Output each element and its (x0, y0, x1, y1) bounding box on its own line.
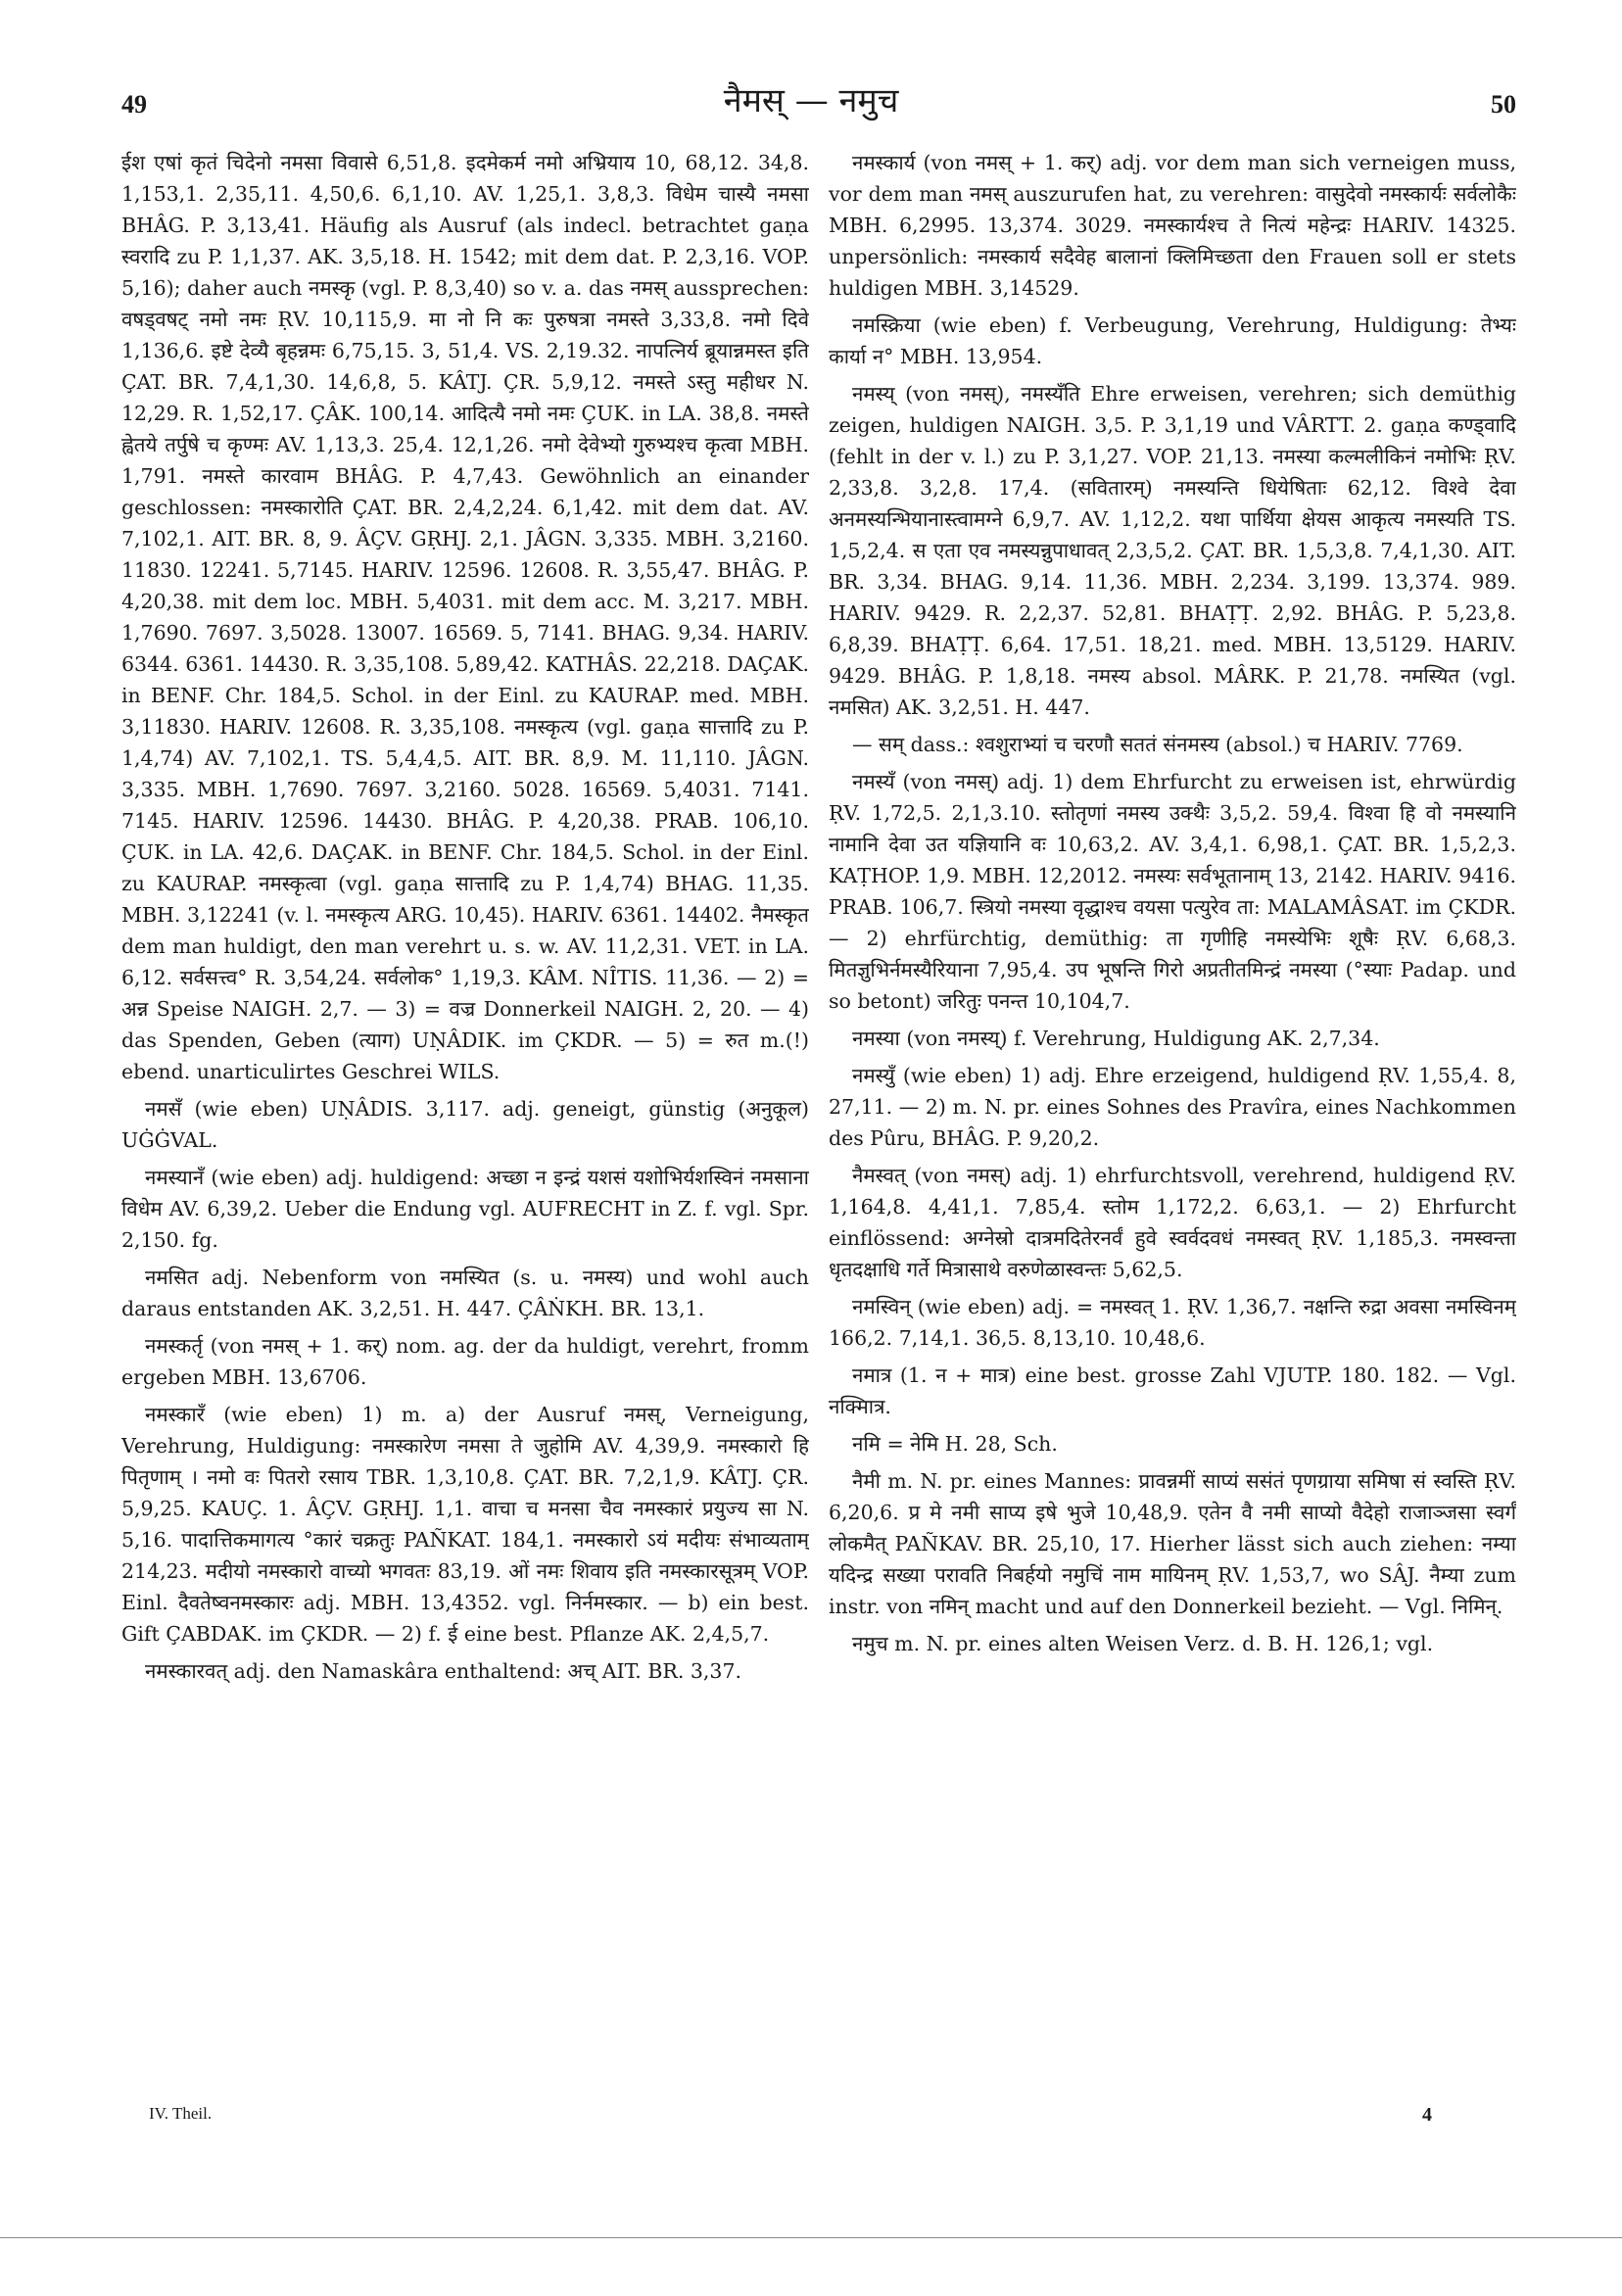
dictionary-entry: नमस्विन् (wie eben) adj. = नमस्वत् 1. ṚV. 1,36,7. नक्षन्ति रुद्रा अवसा नमस्विनम् 166,2. 7,14,1. 36,5. 8,13,10. 10,48,6. (829, 1295, 1516, 1350)
dictionary-entry: नमि = नेमि H. 28, Sch. (852, 1432, 1058, 1456)
dictionary-entry: नैमी m. N. pr. eines Mannes: प्रावन्नमीं साप्यं ससंतं पृणग्राया समिषा सं स्वस्ति ṚV. 6,20,6. प्र मे नमी साप्य इषे भुजे 10,48,9. एतेन वै नमी साप्यो वैदेहो राजाञ्जसा स्वर्गं लोकमैत् PAÑKAV. BR. 25,10, 17. Hierher lässt sich auch ziehen: नम्या यदिन्द्र सख्या परावति निबर्हयो नमुचिं नाम मायिनम् ṚV. 1,53,7, wo SÂJ. नैम्या zum instr. von नमिन् macht und auf den Donnerkeil bezieht. — Vgl. निमिन्. (829, 1469, 1516, 1618)
left-column (121, 147, 809, 2106)
dictionary-entry: नमस्कारँ (wie eben) 1) m. a) der Ausruf नमस्, Verneigung, Verehrung, Huldigung: नमस्कारेण नमसा ते जुहोमि AV. 4,39,9. नमस्कारो हि पितृणाम् । नमो वः पितरो रसाय TBR. 1,3,10,8. ÇAT. BR. 7,2,1,9. KÂTJ. ÇR. 5,9,25. KAUÇ. 1. ÂÇV. GṚHJ. 1,1. वाचा च मनसा चैव नमस्कारं प्रयुज्य सा N. 5,16. पादात्तिकमागत्य °कारं चक्रतुः PAÑKAT. 184,1. नमस्कारो ऽयं मदीयः संभाव्यताम् 214,23. मदीयो नमस्कारो वाच्यो भगवतः 83,19. ओं नमः शिवाय इति नमस्कारसूत्रम् VOP. Einl. दैवतेष्वनमस्कारः adj. MBH. 13,4352. vgl. निर्नमस्कार. — b) ein best. Gift ÇABDAK. im ÇKDR. — 2) f. ई eine best. Pflanze AK. 2,4,5,7. (121, 1403, 809, 1646)
dictionary-entry: नमस्कार्य (von नमस् + 1. कर्) adj. vor dem man sich verneigen muss, vor dem man नमस् auszurufen hat, zu verehren: वासुदेवो नमस्कार्यः सर्वलोकैः MBH. 6,2995. 13,374. 3029. नमस्कार्यश्च ते नित्यं महेन्द्रः HARIV. 14325. unpersönlich: नमस्कार्य सदैवेह बालानां क्लिमिच्छता den Frauen soll er stets huldigen MBH. 3,14529. (829, 151, 1516, 300)
signature-mark: 4 (1422, 2104, 1432, 2126)
page-number-right: 50 (1491, 90, 1516, 119)
dictionary-entry: ईश एषां कृतं चिदेनो नमसा विवासे 6,51,8. इदमेकर्म नमो अभ्रियाय 10, 68,12. 34,8. 1,153,1. 2,35,11. 4,50,6. 6,1,10. AV. 1,25,1. 3,8,3. विधेम चास्यै नमसा BHÂG. P. 3,13,41. Häufig als Ausruf (als indecl. betrachtet gaṇa स्वरादि zu P. 1,1,37. AK. 3,5,18. H. 1542; mit dem dat. P. 2,3,16. VOP. 5,16); daher auch नमस्कृ (vgl. P. 8,3,40) so v. a. das नमस् aussprechen: वषड्वषट् नमो नमः ṚV. 10,115,9. मा नो नि कः पुरुषत्रा नमस्ते 3,33,8. नमो दिवे 1,136,6. इष्टे देव्यै बृहन्नमः 6,75,15. 3, 51,4. VS. 2,19.32. नापत्निर्य ब्रूयान्नमस्त इति ÇAT. BR. 7,4,1,30. 14,6,8, 5. KÂTJ. ÇR. 5,9,12. नमस्ते ऽस्तु महीधर N. 12,29. R. 1,52,17. ÇÂK. 100,14. आदित्यै नमो नमः ÇUK. in LA. 38,8. नमस्ते ह्वेतये तर्पुषे च कृण्मः AV. 1,13,3. 25,4. 12,1,26. नमो देवेभ्यो गुरुभ्यश्च कृत्वा MBH. 1,791. नमस्ते कारवाम BHÂG. P. 4,7,43. Gewöhnlich an einander geschlossen: नमस्कारोति ÇAT. BR. 2,4,2,24. 6,1,42. mit dem dat. AV. 7,102,1. AIT. BR. 8, 9. ÂÇV. GṚHJ. 2,1. JÂGN. 3,335. MBH. 3,2160. 11830. 12241. 5,7145. HARIV. 12596. 12608. R. 3,55,47. BHÂG. P. 4,20,38. mit dem loc. MBH. 5,4031. mit dem acc. M. 3,217. MBH. 1,7690. 7697. 3,5028. 13007. 16569. 5, 7141. BHAG. 9,34. HARIV. 6344. 6361. 14430. R. 3,35,108. 5,89,42. KATHÂS. 22,218. DAÇAK. in BENF. Chr. 184,5. Schol. in der Einl. zu KAURAP. med. MBH. 3,11830. HARIV. 12608. R. 3,35,108. नमस्कृत्य (vgl. gaṇa सात्तादि zu P. 1,4,74) AV. 7,102,1. TS. 5,4,4,5. AIT. BR. 8,9. M. 11,110. JÂGN. 3,335. MBH. 1,7690. 7697. 3,2160. 5028. 16569. 5,4031. 7141. 7145. HARIV. 12596. 14430. BHÂG. P. 4,20,38. PRAB. 106,10. ÇUK. in LA. 42,6. DAÇAK. in BENF. Chr. 184,5. Schol. in der Einl. zu KAURAP. नमस्कृत्वा (vgl. gaṇa सात्तादि zu P. 1,4,74) BHAG. 11,35. MBH. 3,12241 (v. l. नमस्कृत्य ARG. 10,45). HARIV. 6361. 14402. नैमस्कृत dem man huldigt, den man verehrt u. s. w. AV. 11,2,31. VET. in LA. 6,12. सर्वसत्त्व° R. 3,54,24. सर्वलोक° 1,19,3. KÂM. NÎTIS. 11,36. — 2) = अन्न Speise NAIGH. 2,7. — 3) = वज्र Donnerkeil NAIGH. 2, 20. — 4) das Spenden, Geben (त्याग) UṆÂDIK. im ÇKDR. — 5) = रुत m.(!) ebend. unarticulirtes Geschrei WILS. (121, 151, 809, 1083)
running-head: नैमस् — नमुच (723, 81, 899, 120)
bottom-rule (0, 2237, 1622, 2238)
right-column (829, 147, 1516, 2106)
dictionary-entry: नमात्र (1. न + मात्र) eine best. grosse Zahl VJUTP. 180. 182. — Vgl. नक्मिात्र. (829, 1363, 1516, 1418)
dictionary-entry: नमसित adj. Nebenform von नमस्यित (s. u. नमस्य) und wohl auch daraus entstanden AK. 3,2,51. H. 447. ÇÂṄKH. BR. 13,1. (121, 1266, 809, 1320)
dictionary-entry: नमस्युँ (wie eben) 1) adj. Ehre erzeigend, huldigend ṚV. 1,55,4. 8, 27,11. — 2) m. N. pr. eines Sohnes des Pravîra, eines Nachkommen des Pûru, BHÂG. P. 9,20,2. (829, 1064, 1516, 1150)
dictionary-entry: नमस्कर्तृ (von नमस् + 1. कर्) nom. ag. der da huldigt, verehrt, fromm ergeben MBH. 13,6706. (121, 1334, 809, 1389)
dictionary-entry: नमस्य् (von नमस्), नमस्यँति Ehre erweisen, verehren; sich demüthig zeigen, huldigen NAIGH. 3,5. P. 3,1,19 und VÂRTT. 2. gaṇa कण्ड्वादि (fehlt in der v. l.) zu P. 3,1,27. VOP. 21,13. नमस्या कल्मलीकिनं नमोभिः ṚV. 2,33,8. 3,2,8. 17,4. (सवितारम्) नमस्यन्ति धियेषिताः 62,12. विश्वे देवा अनमस्यन्भियानास्त्वामग्ने 6,9,7. AV. 1,12,2. यथा पार्थिया क्षेयस आकृत्य नमस्यति TS. 1,5,2,4. स एता एव नमस्यन्नुपाधावत् 2,3,5,2. ÇAT. BR. 1,5,3,8. 7,4,1,30. AIT. BR. 3,34. BHAG. 9,14. 11,36. MBH. 2,234. 3,199. 13,374. 989. HARIV. 9429. R. 2,2,37. 52,81. BHAṬṬ. 2,92. BHÂG. P. 5,23,8. 6,8,39. BHAṬṬ. 6,64. 17,51. 18,21. med. MBH. 13,5129. HARIV. 9429. BHÂG. P. 1,8,18. नमस्य absol. MÂRK. P. 21,78. नमस्यित (vgl. नमसित) AK. 3,2,51. H. 447. (829, 382, 1516, 719)
dictionary-entry: नैमस्वत् (von नमस्) adj. 1) ehrfurchtsvoll, verehrend, huldigend ṚV. 1,164,8. 4,41,1. 7,85,4. स्तोम 1,172,2. 6,63,1. — 2) Ehrfurcht einflössend: अग्नेस्रो दात्रमदितेरनर्वं हुवे स्वर्वदवधं नमस्वत् ṚV. 1,185,3. नमस्वन्ता धृतदक्षाधि गर्ते मित्रासाथे वरुणेळास्वन्तः 5,62,5. (829, 1164, 1516, 1281)
dictionary-entry: नमस्कारवत् adj. den Namaskâra enthaltend: अच् AIT. BR. 3,37. (145, 1659, 742, 1683)
dictionary-entry: — सम् dass.: श्वशुराभ्यां च चरणौ सततं संनमस्य (absol.) च HARIV. 7769. (852, 733, 1463, 756)
page-number-left: 49 (121, 90, 147, 119)
dictionary-entry: नमुच m. N. pr. eines alten Weisen Verz. d. B. H. 126,1; vgl. (852, 1632, 1434, 1655)
dictionary-entry: नमसँ (wie eben) UṆÂDIS. 3,117. adj. geneigt, günstig (अनुकूल) UĠĠVAL. (121, 1097, 809, 1152)
dictionary-entry: नमस्या (von नमस्य्) f. Verehrung, Huldigung AK. 2,7,34. (852, 1027, 1380, 1050)
dictionary-entry: नमस्यँ (von नमस्) adj. 1) dem Ehrfurcht zu erweisen ist, ehrwürdig ṚV. 1,72,5. 2,1,3.10. स्तोतृणां नमस्य उक्थैः 3,5,2. 59,4. विश्वा हि वो नमस्यानि नामानि देवा उत यज्ञियानि वः 10,63,2. AV. 3,4,1. 6,98,1. ÇAT. BR. 1,5,2,3. KAṬHOP. 1,9. MBH. 12,2012. नमस्यः सर्वभूतानाम् 13, 2142. HARIV. 9416. PRAB. 106,7. स्त्रियो नमस्या वृद्धाश्च वयसा पत्युरेव ता: MALAMÂSAT. im ÇKDR. — 2) ehrfürchtig, demüthig: ता गृणीहि नमस्येभिः शूषैः ṚV. 6,68,3. मितज्ञुभिर्नमस्यैरियाना 7,95,4. उप भूषन्ति गिरो अप्रतीतमिन्द्रं नमस्या (°स्याः Padap. und so betont) जरितुः पनन्त 10,104,7. (829, 770, 1516, 1013)
dictionary-entry: नमस्यानँ (wie eben) adj. huldigend: अच्छा न इन्द्रं यशसं यशोभिर्यशस्विनं नमसाना विधेम AV. 6,39,2. Ueber die Endung vgl. AUFRECHT in Z. f. vgl. Spr. 2,150. fg. (121, 1166, 809, 1252)
volume-note: IV. Theil. (149, 2104, 213, 2123)
dictionary-entry: नमस्क्रिया (wie eben) f. Verbeugung, Verehrung, Huldigung: तेभ्यः कार्या न° MBH. 13,954. (829, 313, 1516, 368)
